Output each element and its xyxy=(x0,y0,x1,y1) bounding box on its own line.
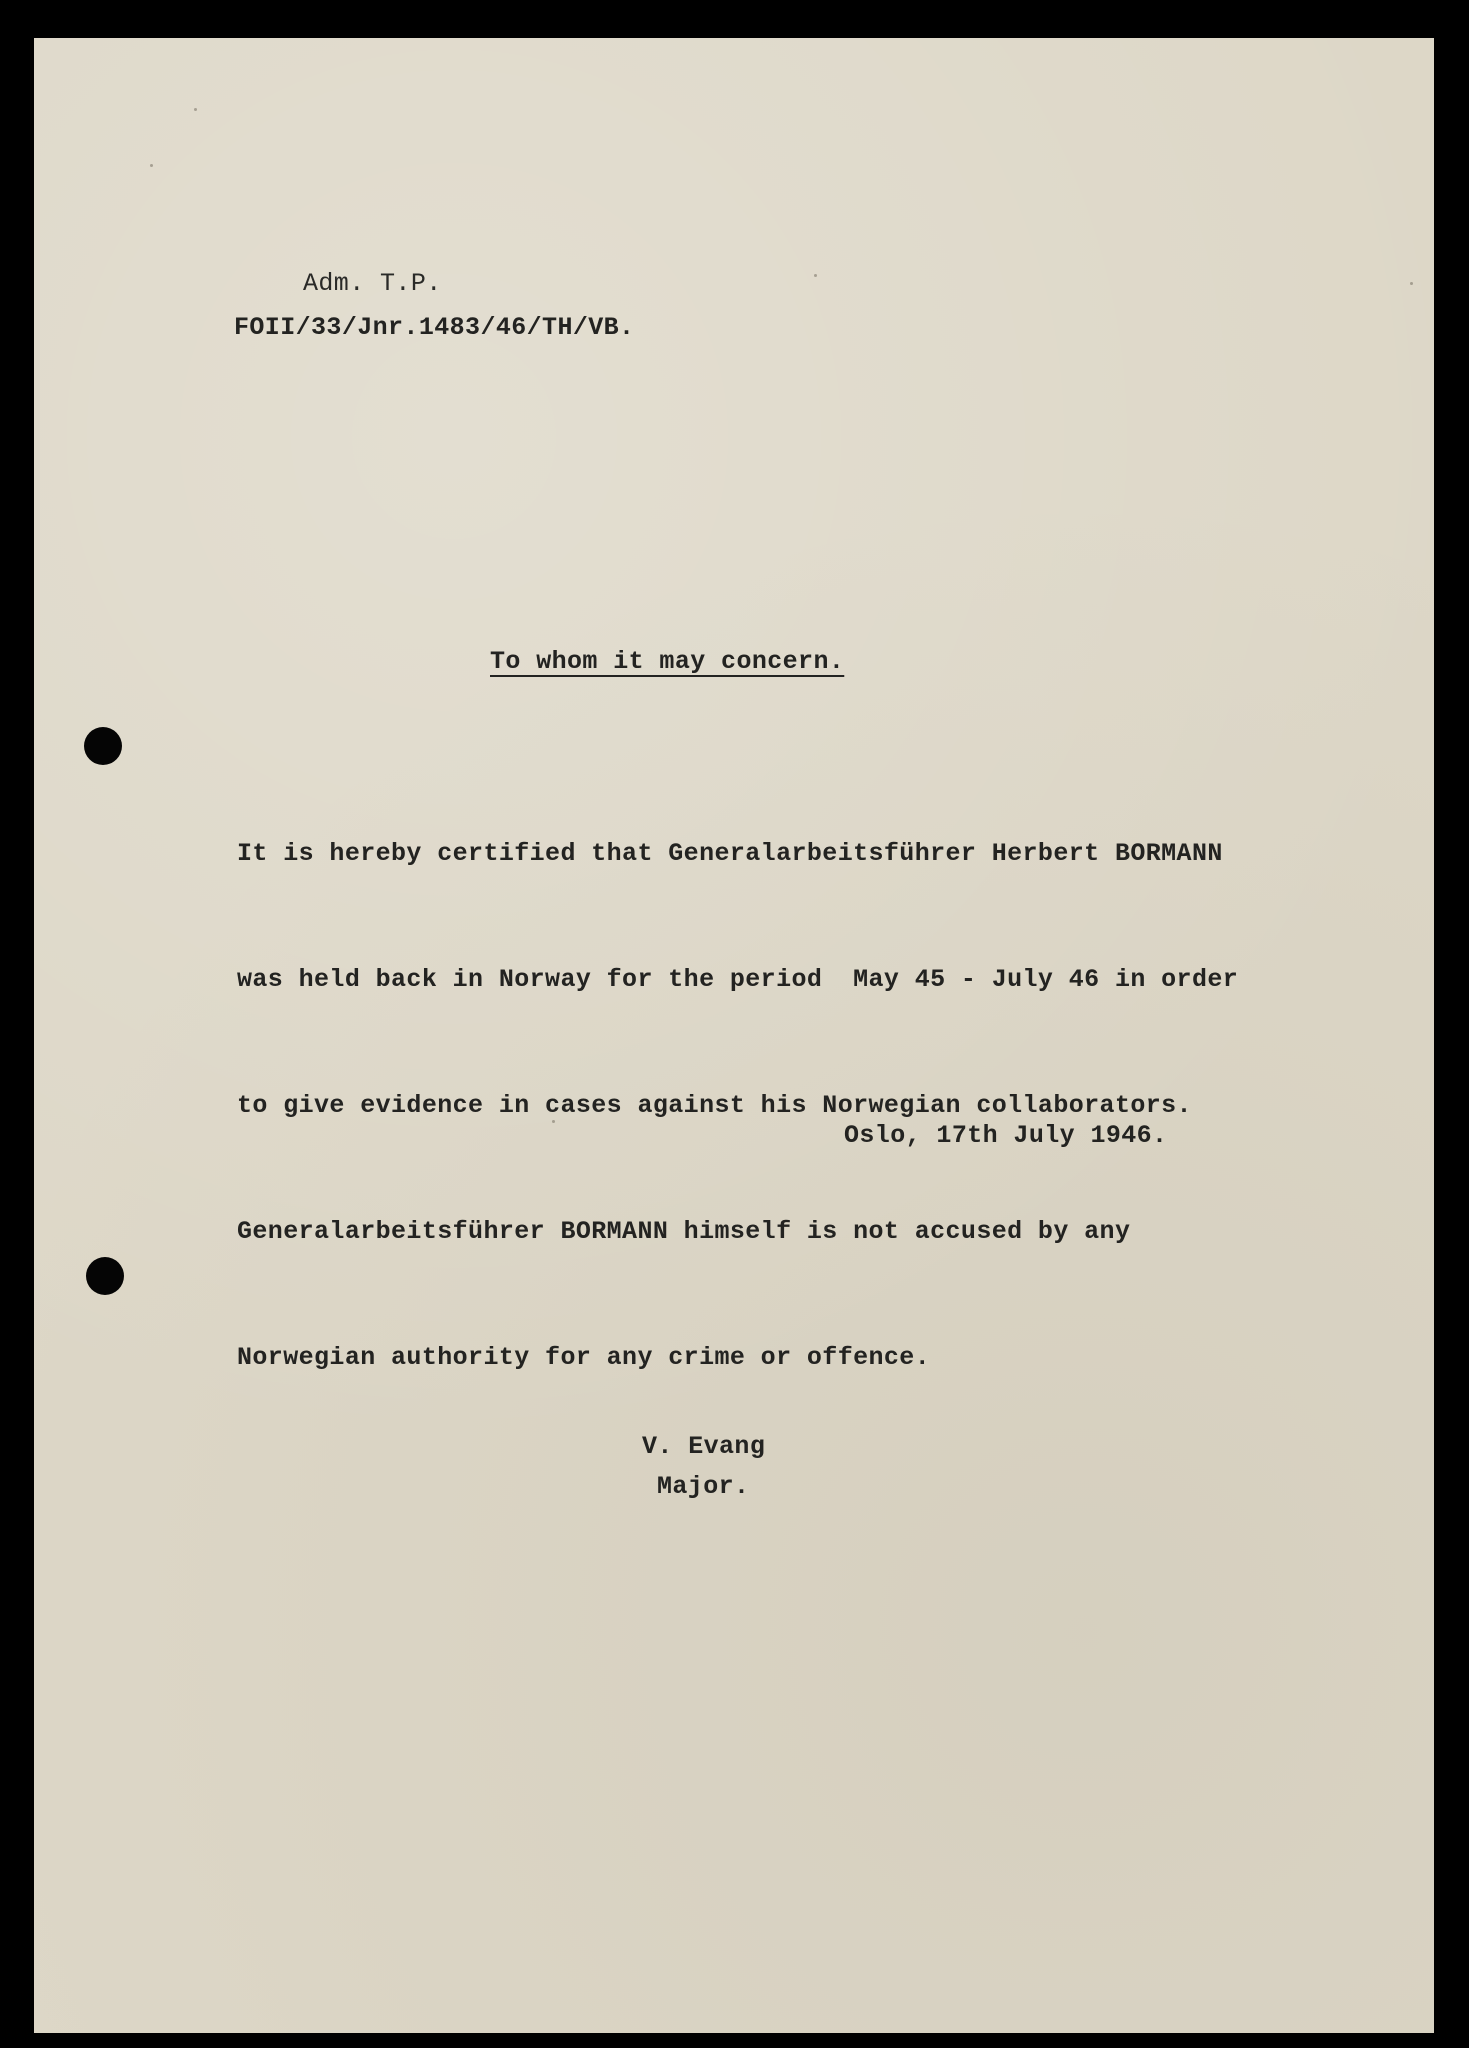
paper-speck xyxy=(1410,282,1413,285)
document-heading: To whom it may concern. xyxy=(490,647,845,676)
punch-hole-upper xyxy=(84,727,122,765)
paper-speck xyxy=(194,108,197,111)
reference-line-1: Adm. T.P. xyxy=(303,269,442,298)
certificate-body xyxy=(237,749,1238,1463)
signatory-name: V. Evang xyxy=(642,1432,766,1461)
document-page xyxy=(34,38,1434,2033)
place-date: Oslo, 17th July 1946. xyxy=(844,1121,1168,1150)
reference-line-2: FOII/33/Jnr.1483/46/TH/VB. xyxy=(234,313,635,342)
paper-speck xyxy=(814,274,817,277)
body-line: was held back in Norway for the period May 45 - July 46 in order xyxy=(237,965,1239,994)
body-line: Generalarbeitsführer BORMANN himself is not accused by any xyxy=(237,1217,1131,1246)
signatory-rank: Major. xyxy=(657,1472,750,1501)
body-line: It is hereby certified that Generalarbeitsführer Herbert BORMANN xyxy=(237,839,1223,868)
body-line: Norwegian authority for any crime or offence. xyxy=(237,1343,931,1372)
body-line: to give evidence in cases against his Norwegian collaborators. xyxy=(237,1091,1192,1120)
punch-hole-lower xyxy=(86,1257,124,1295)
paper-speck xyxy=(150,164,153,167)
